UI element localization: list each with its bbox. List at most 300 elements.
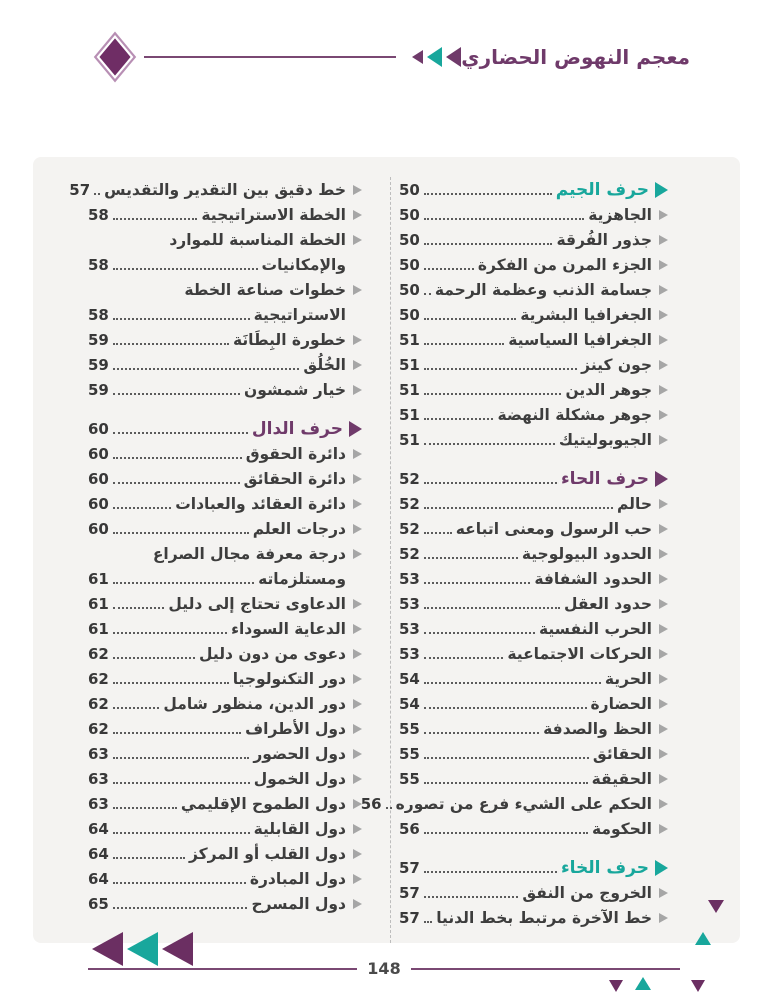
entry-label: دعوى من دون دليل — [199, 644, 346, 663]
dot-leader — [113, 259, 258, 270]
entry-bullet-icon — [353, 674, 362, 684]
toc-entry — [88, 616, 362, 641]
entry-label: دول الطموح الإقليمي — [180, 794, 346, 813]
entry-bullet-icon — [353, 599, 362, 609]
entry-label: الحضارة — [590, 694, 652, 713]
dot-leader — [424, 598, 560, 609]
toc-entry — [88, 277, 362, 302]
section-label: حرف الجيم — [555, 179, 649, 200]
entry-label: دول القلب أو المركز — [188, 844, 346, 863]
page-number: 148 — [367, 959, 401, 978]
entry-page: 50 — [399, 280, 420, 299]
entry-page: 55 — [399, 719, 420, 738]
entry-page: 59 — [88, 380, 109, 399]
toc-entry — [88, 816, 362, 841]
entry-label: الحقيقة — [591, 769, 652, 788]
footer-rule — [88, 968, 357, 970]
entry-bullet-icon — [659, 799, 668, 809]
toc-entry — [399, 327, 668, 352]
entry-bullet-icon — [353, 624, 362, 634]
dot-leader — [113, 573, 254, 584]
toc-entry-continuation — [88, 566, 362, 591]
entry-bullet-icon — [353, 449, 362, 459]
toc-entry — [88, 791, 362, 816]
triangle-left-icon — [162, 932, 193, 966]
entry-bullet-icon — [353, 849, 362, 859]
section-header — [88, 416, 362, 441]
dot-leader — [113, 384, 240, 395]
entry-bullet-icon — [353, 549, 362, 559]
section-header — [399, 855, 668, 880]
section-bullet-icon — [655, 182, 668, 198]
section-header — [399, 466, 668, 491]
dot-leader — [424, 334, 504, 345]
entry-bullet-icon — [659, 235, 668, 245]
triangle-left-icon — [92, 932, 123, 966]
dot-leader — [424, 384, 562, 395]
entry-page: 51 — [399, 355, 420, 374]
entry-page: 50 — [399, 305, 420, 324]
section-bullet-icon — [349, 421, 362, 437]
entry-page: 63 — [88, 744, 109, 763]
entry-label: جذور الفُرقة — [556, 230, 652, 249]
toc-entry — [399, 302, 668, 327]
entry-page: 58 — [88, 205, 109, 224]
entry-bullet-icon — [659, 749, 668, 759]
entry-page: 53 — [399, 644, 420, 663]
footer-rule — [411, 968, 680, 970]
toc-entry — [399, 541, 668, 566]
entry-bullet-icon — [659, 824, 668, 834]
entry-label: الجاهزية — [588, 205, 652, 224]
entry-page: 52 — [399, 544, 420, 563]
triangle-up-icon — [695, 932, 711, 945]
dot-leader — [113, 423, 248, 434]
toc-entry — [88, 202, 362, 227]
entry-label: الجغرافيا البشرية — [520, 305, 652, 324]
toc-entry — [399, 766, 668, 791]
toc-entry — [88, 541, 362, 566]
entry-page: 53 — [399, 619, 420, 638]
entry-label: دور التكنولوجيا — [232, 669, 346, 688]
toc-entry-continuation — [88, 252, 362, 277]
entry-bullet-icon — [659, 360, 668, 370]
entry-label: درجات العلم — [252, 519, 346, 538]
entry-page: 57 — [399, 858, 420, 877]
toc-column-right — [360, 177, 740, 943]
section-label: حرف الخاء — [560, 857, 649, 878]
entry-page: 56 — [399, 819, 420, 838]
entry-bullet-icon — [659, 599, 668, 609]
entry-label: الحقائق — [592, 744, 652, 763]
entry-page: 55 — [399, 769, 420, 788]
toc-column-left — [33, 177, 390, 943]
entry-bullet-icon — [659, 649, 668, 659]
entry-page: 62 — [88, 644, 109, 663]
dot-leader — [113, 898, 248, 909]
dot-leader — [113, 848, 185, 859]
toc-entry — [88, 691, 362, 716]
entry-label: الحرب النفسية — [538, 619, 652, 638]
entry-bullet-icon — [353, 335, 362, 345]
header-rule — [144, 56, 396, 58]
dot-leader — [424, 184, 552, 195]
toc-entry — [399, 491, 668, 516]
entry-label: الخطة الاستراتيجية — [201, 205, 346, 224]
entry-label: الدعاوى تحتاج إلى دليل — [168, 594, 346, 613]
entry-bullet-icon — [659, 499, 668, 509]
entry-label: الحرية — [604, 669, 652, 688]
triangle-left-icon — [427, 47, 442, 67]
entry-label: والإمكانيات — [261, 255, 346, 274]
dot-leader — [424, 573, 530, 584]
toc-entry — [399, 566, 668, 591]
toc-entry — [88, 441, 362, 466]
entry-page: 56 — [360, 794, 382, 813]
entry-label: الحظ والصدفة — [543, 719, 652, 738]
section-header — [399, 177, 668, 202]
dot-leader — [113, 523, 249, 534]
entry-label: دور الدين، منظور شامل — [163, 694, 346, 713]
entry-bullet-icon — [659, 285, 668, 295]
toc-entry — [399, 880, 668, 905]
dot-leader — [113, 673, 229, 684]
entry-label: الحركات الاجتماعية — [507, 644, 652, 663]
toc-entry — [88, 741, 362, 766]
entry-label: ومستلزماته — [258, 569, 346, 588]
entry-bullet-icon — [659, 549, 668, 559]
entry-page: 63 — [88, 769, 109, 788]
dot-leader — [424, 409, 494, 420]
entry-page: 64 — [88, 819, 109, 838]
entry-bullet-icon — [353, 749, 362, 759]
entry-label: الحدود البيولوجية — [521, 544, 652, 563]
entry-label: دائرة العقائد والعبادات — [175, 494, 346, 513]
toc-entry — [88, 716, 362, 741]
triangle-down-icon — [609, 980, 623, 992]
entry-bullet-icon — [353, 649, 362, 659]
dot-leader — [113, 334, 229, 345]
entry-page: 57 — [399, 883, 420, 902]
entry-bullet-icon — [353, 499, 362, 509]
dot-leader — [113, 798, 177, 809]
toc-entry — [399, 641, 668, 666]
entry-label: دول المسرح — [251, 894, 346, 913]
entry-label: الخُلُق — [303, 355, 346, 374]
entry-bullet-icon — [659, 888, 668, 898]
entry-page: 52 — [399, 519, 420, 538]
entry-bullet-icon — [353, 724, 362, 734]
entry-bullet-icon — [659, 335, 668, 345]
dot-leader — [113, 748, 249, 759]
entry-page: 54 — [399, 669, 420, 688]
dot-leader — [113, 723, 241, 734]
entry-bullet-icon — [659, 624, 668, 634]
entry-bullet-icon — [659, 210, 668, 220]
toc-entry — [399, 402, 668, 427]
entry-label: دائرة الحقوق — [245, 444, 346, 463]
entry-bullet-icon — [659, 435, 668, 445]
section-gap — [399, 452, 668, 466]
entry-page: 52 — [399, 494, 420, 513]
entry-bullet-icon — [659, 310, 668, 320]
entry-label: الجغرافيا السياسية — [508, 330, 652, 349]
entry-page: 52 — [399, 469, 420, 488]
entry-label: دائرة الحقائق — [243, 469, 346, 488]
toc-entry — [88, 377, 362, 402]
dot-leader — [113, 598, 165, 609]
entry-label: الخطة المناسبة للموارد — [169, 230, 346, 249]
toc-entry — [360, 791, 668, 816]
toc-entry — [399, 516, 668, 541]
dot-leader — [424, 234, 553, 245]
dot-leader — [424, 773, 588, 784]
dot-leader — [113, 823, 250, 834]
toc-entry — [69, 177, 362, 202]
entry-label: دول الحضور — [253, 744, 346, 763]
dot-leader — [424, 823, 588, 834]
toc-entry — [399, 377, 668, 402]
entry-bullet-icon — [659, 410, 668, 420]
entry-page: 64 — [88, 869, 109, 888]
dot-leader — [113, 873, 246, 884]
entry-bullet-icon — [353, 874, 362, 884]
entry-label: جوهر الدين — [565, 380, 652, 399]
entry-bullet-icon — [659, 674, 668, 684]
book-title: معجم النهوض الحضاري — [461, 45, 690, 69]
entry-bullet-icon — [353, 699, 362, 709]
dot-leader — [424, 748, 589, 759]
entry-page: 61 — [88, 619, 109, 638]
toc-entry — [399, 616, 668, 641]
dot-leader — [424, 284, 431, 295]
entry-page: 51 — [399, 330, 420, 349]
entry-bullet-icon — [353, 899, 362, 909]
entry-label: خطورة البِطَانَة — [232, 330, 346, 349]
entry-page: 51 — [399, 405, 420, 424]
toc-entry — [88, 766, 362, 791]
dot-leader — [424, 623, 535, 634]
dot-leader — [424, 259, 474, 270]
toc-entry — [399, 716, 668, 741]
entry-bullet-icon — [353, 210, 362, 220]
toc-entry — [88, 491, 362, 516]
dot-leader — [424, 887, 518, 898]
section-label: حرف الحاء — [560, 468, 649, 489]
toc-entry — [88, 866, 362, 891]
dot-leader — [424, 498, 613, 509]
entry-page: 62 — [88, 719, 109, 738]
entry-bullet-icon — [659, 574, 668, 584]
entry-page: 58 — [88, 255, 109, 274]
dot-leader — [424, 434, 555, 445]
toc-entry — [88, 327, 362, 352]
entry-page: 50 — [399, 230, 420, 249]
entry-page: 50 — [399, 205, 420, 224]
entry-page: 60 — [88, 519, 109, 538]
entry-label: الحدود الشفافة — [534, 569, 652, 588]
toc-entry — [88, 891, 362, 916]
entry-page: 61 — [88, 594, 109, 613]
triangle-left-icon — [127, 932, 158, 966]
dot-leader — [424, 359, 577, 370]
entry-bullet-icon — [659, 724, 668, 734]
entry-page: 53 — [399, 594, 420, 613]
dot-leader — [424, 723, 539, 734]
section-bullet-icon — [655, 860, 668, 876]
entry-bullet-icon — [659, 913, 668, 923]
dot-leader — [424, 209, 584, 220]
dot-leader — [113, 359, 300, 370]
dot-leader — [113, 773, 250, 784]
section-label: حرف الدال — [251, 418, 343, 439]
entry-label: حدود العقل — [564, 594, 652, 613]
dot-leader — [424, 862, 557, 873]
triangle-down-icon — [691, 980, 705, 992]
entry-page: 53 — [399, 569, 420, 588]
dot-leader — [113, 648, 195, 659]
toc-panel — [33, 157, 740, 943]
entry-page: 65 — [88, 894, 109, 913]
entry-page: 50 — [399, 180, 420, 199]
entry-label: الاستراتيجية — [253, 305, 346, 324]
page-header — [100, 36, 702, 78]
dot-leader — [424, 309, 516, 320]
triangle-up-icon — [635, 977, 651, 990]
toc-entry — [399, 202, 668, 227]
dot-leader — [424, 523, 452, 534]
entry-bullet-icon — [659, 774, 668, 784]
toc-entry — [399, 227, 668, 252]
entry-bullet-icon — [353, 385, 362, 395]
section-gap — [399, 841, 668, 855]
toc-entry-continuation — [88, 302, 362, 327]
entry-bullet-icon — [353, 185, 362, 195]
dot-leader — [113, 498, 171, 509]
entry-page: 59 — [88, 330, 109, 349]
toc-entry — [399, 691, 668, 716]
entry-page: 60 — [88, 419, 109, 438]
dot-leader — [113, 698, 160, 709]
entry-page: 57 — [399, 908, 420, 927]
entry-label: خط دقيق بين التقدير والتقديس — [104, 180, 346, 199]
entry-page: 62 — [88, 669, 109, 688]
dot-leader — [424, 912, 432, 923]
entry-bullet-icon — [353, 235, 362, 245]
dot-leader — [113, 448, 242, 459]
entry-label: حالم — [617, 494, 652, 513]
toc-entry — [399, 352, 668, 377]
entry-page: 51 — [399, 380, 420, 399]
triangle-left-icon — [446, 47, 461, 67]
entry-page: 51 — [399, 430, 420, 449]
toc-entry — [88, 466, 362, 491]
entry-label: الخروج من النفق — [522, 883, 652, 902]
toc-entry — [399, 741, 668, 766]
dot-leader — [113, 209, 198, 220]
toc-entry — [88, 352, 362, 377]
entry-page: 63 — [88, 794, 109, 813]
entry-label: دول المبادرة — [249, 869, 346, 888]
entry-label: الجزء المرن من الفكرة — [477, 255, 652, 274]
entry-bullet-icon — [353, 524, 362, 534]
triangle-down-icon — [708, 900, 724, 913]
entry-bullet-icon — [659, 699, 668, 709]
entry-page: 62 — [88, 694, 109, 713]
dot-leader — [424, 673, 601, 684]
diamond-icon — [94, 32, 136, 83]
entry-bullet-icon — [659, 385, 668, 395]
entry-page: 60 — [88, 494, 109, 513]
entry-label: جسامة الذنب وعظمة الرحمة — [434, 280, 652, 299]
toc-entry — [88, 227, 362, 252]
entry-bullet-icon — [353, 360, 362, 370]
entry-bullet-icon — [353, 285, 362, 295]
toc-entry — [399, 591, 668, 616]
toc-entry — [399, 666, 668, 691]
toc-entry — [399, 905, 668, 930]
entry-label: دول الخمول — [253, 769, 346, 788]
entry-label: حب الرسول ومعنى اتباعه — [455, 519, 652, 538]
entry-bullet-icon — [353, 474, 362, 484]
toc-entry — [88, 516, 362, 541]
dot-leader — [113, 473, 240, 484]
section-gap — [88, 402, 362, 416]
entry-page: 60 — [88, 444, 109, 463]
entry-bullet-icon — [353, 799, 362, 809]
section-bullet-icon — [655, 471, 668, 487]
entry-page: 59 — [88, 355, 109, 374]
dot-leader — [424, 648, 503, 659]
toc-entry — [88, 641, 362, 666]
entry-label: دول الأطراف — [245, 719, 346, 738]
entry-page: 58 — [88, 305, 109, 324]
entry-label: الحكم على الشيء فرع من تصوره — [395, 794, 652, 813]
entry-page: 64 — [88, 844, 109, 863]
dot-leader — [424, 548, 518, 559]
entry-bullet-icon — [353, 774, 362, 784]
entry-label: دول القابلية — [253, 819, 346, 838]
triangle-left-icon — [412, 50, 423, 64]
toc-entry — [88, 841, 362, 866]
dot-leader — [94, 184, 100, 195]
entry-label: الجيوبوليتيك — [558, 430, 652, 449]
entry-page: 57 — [69, 180, 91, 199]
entry-page: 55 — [399, 744, 420, 763]
toc-entry — [399, 816, 668, 841]
dot-leader — [113, 623, 227, 634]
toc-entry — [88, 666, 362, 691]
entry-label: خط الآخرة مرتبط بخط الدنيا — [436, 908, 652, 927]
dot-leader — [424, 698, 587, 709]
entry-label: جون كينز — [581, 355, 652, 374]
entry-label: الحكومة — [591, 819, 652, 838]
toc-entry — [88, 591, 362, 616]
entry-bullet-icon — [353, 824, 362, 834]
entry-label: الدعاية السوداء — [231, 619, 346, 638]
entry-label: درجة معرفة مجال الصراع — [152, 544, 346, 563]
toc-entry — [399, 427, 668, 452]
toc-entry — [399, 277, 668, 302]
entry-bullet-icon — [659, 524, 668, 534]
entry-label: خطوات صناعة الخطة — [184, 280, 346, 299]
dot-leader — [424, 473, 557, 484]
entry-label: جوهر مشكلة النهضة — [497, 405, 652, 424]
toc-entry — [399, 252, 668, 277]
entry-page: 54 — [399, 694, 420, 713]
dot-leader — [113, 309, 250, 320]
entry-page: 60 — [88, 469, 109, 488]
